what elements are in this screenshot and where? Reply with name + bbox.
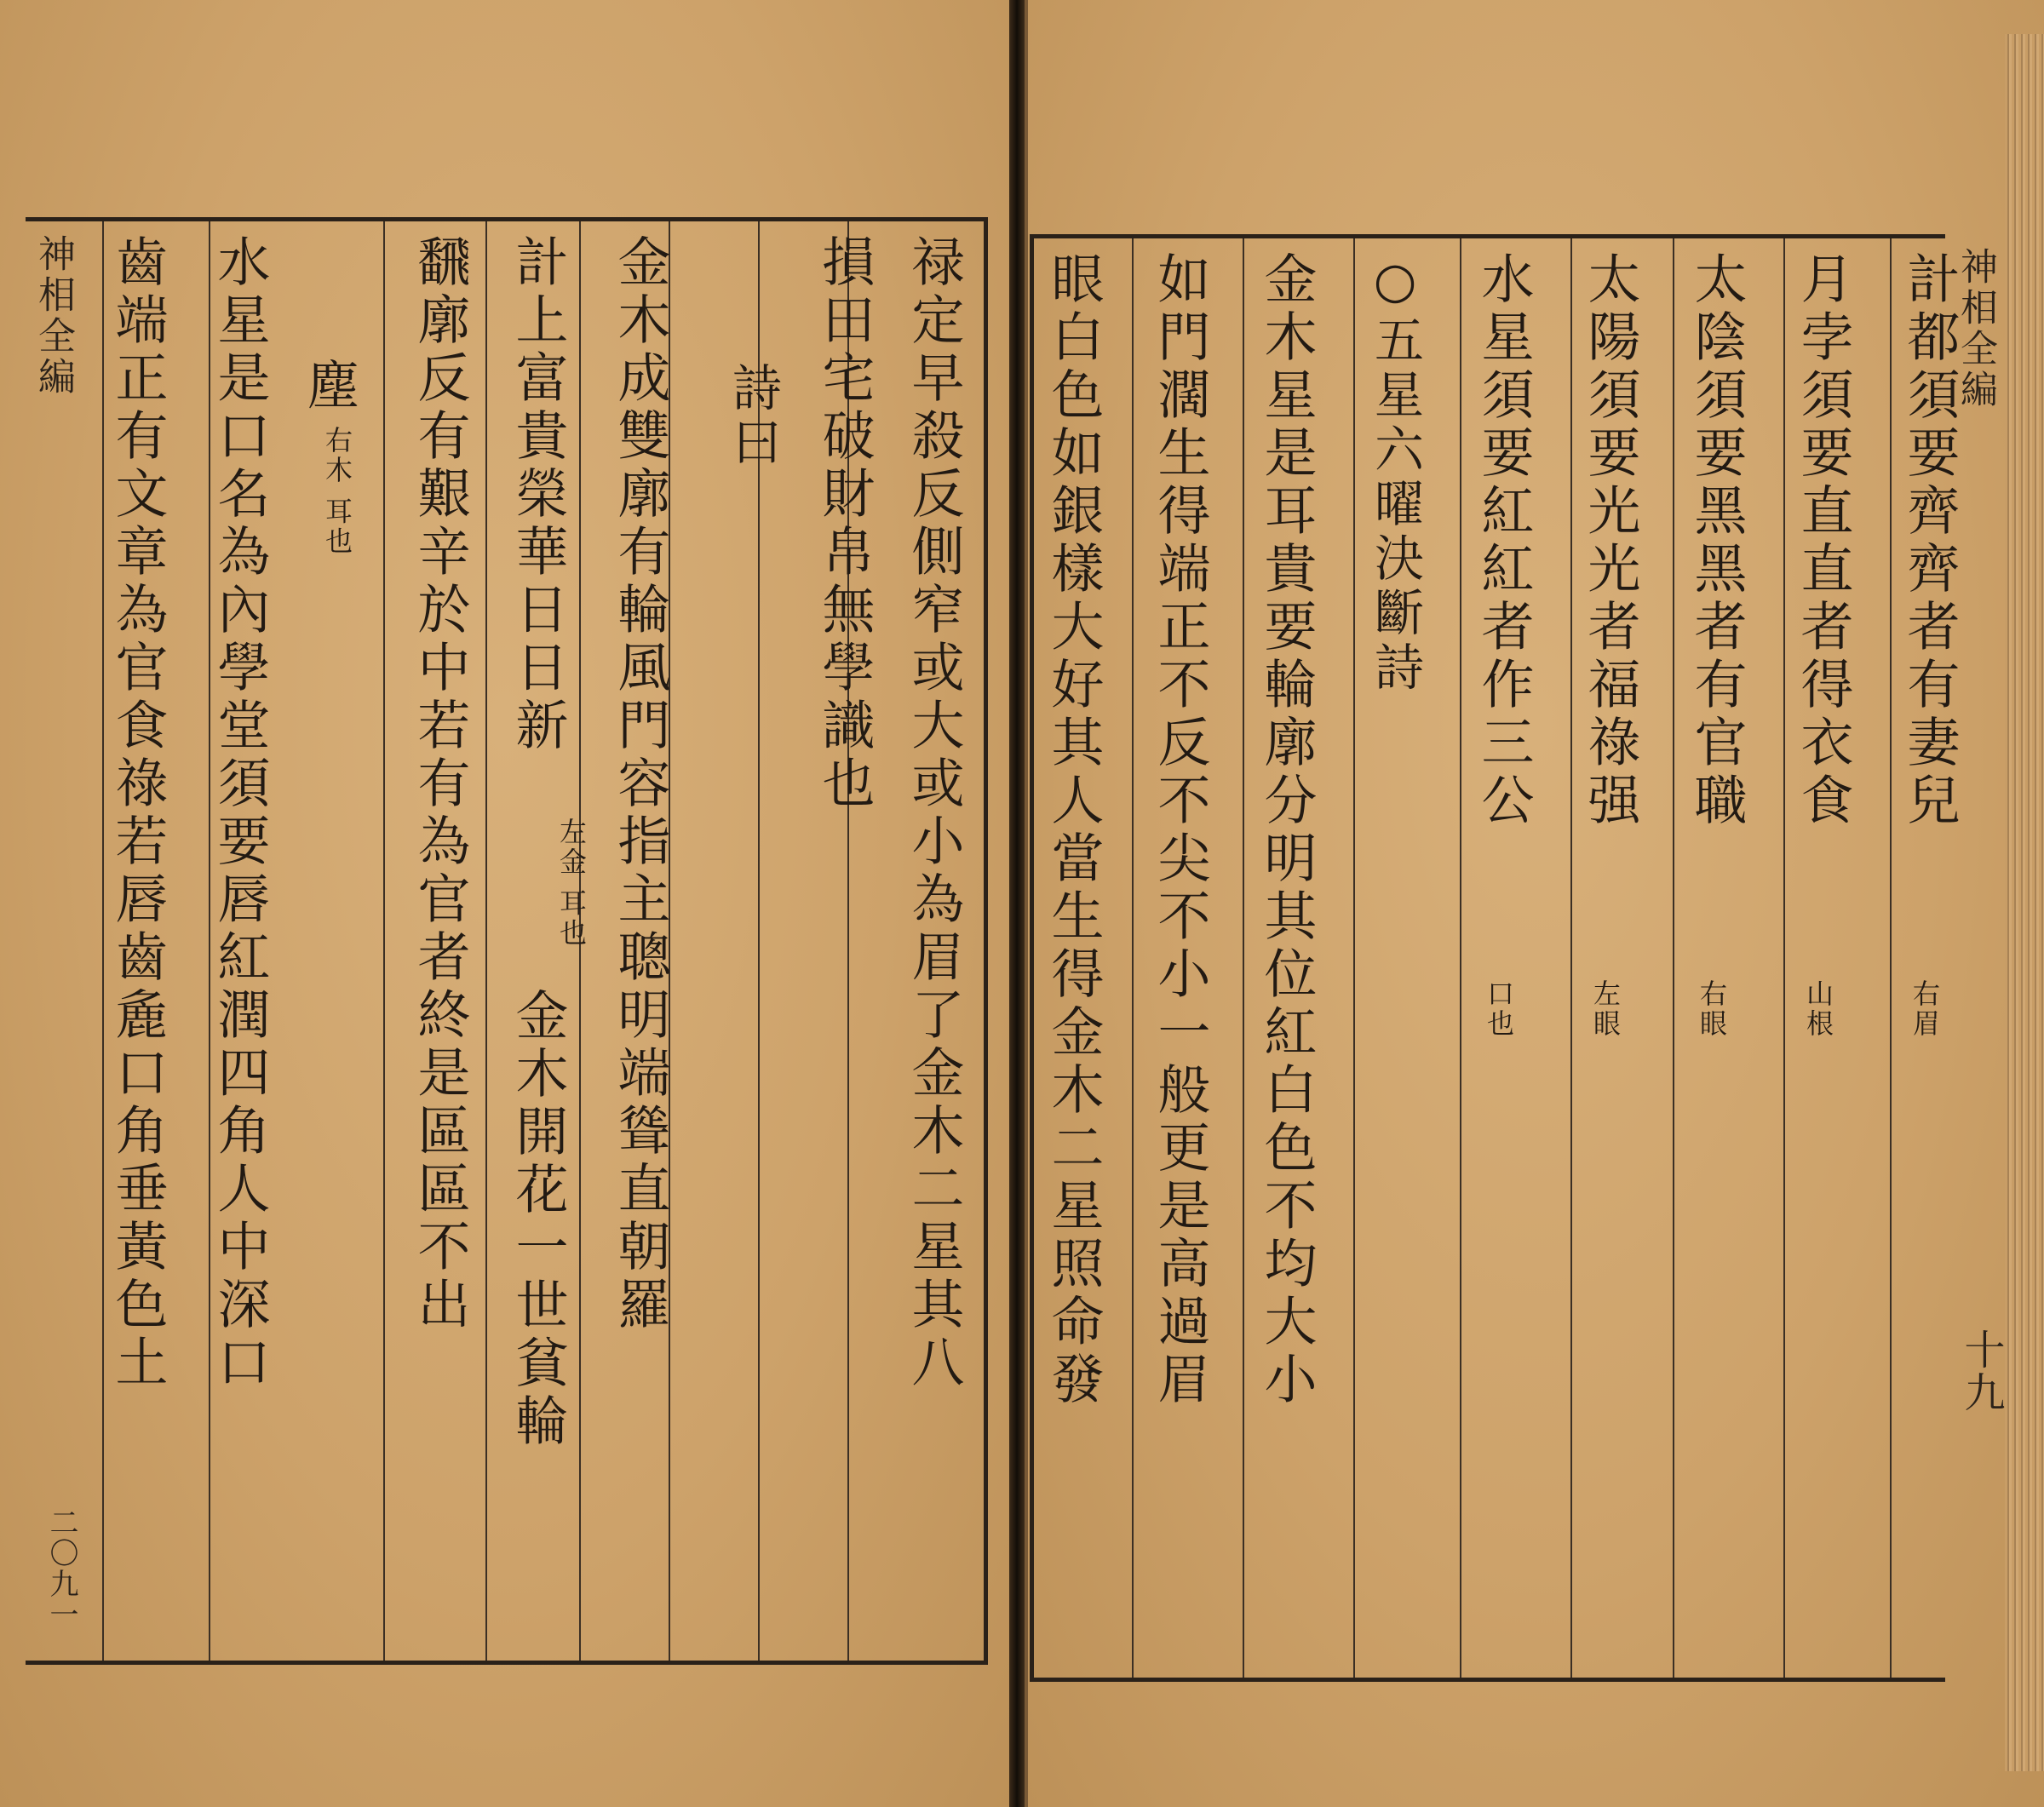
text-column: 太陰須要黑黑者有官職 [1685, 251, 1748, 830]
column-rule [1460, 238, 1461, 1678]
text-column: 金木星是耳貴要輪廓分明其位紅白色不均大小 [1255, 251, 1318, 1409]
text-column: 金木成雙廓有輪風門容指主聰明端聳直朝羅 [609, 234, 671, 1334]
annotation-note: 右眼 [1696, 979, 1728, 1039]
text-column: 損田宅破財帛無學識也 [813, 234, 876, 813]
text-column: 金木開花一世貧輪 [507, 988, 569, 1451]
annotation-note: 左眼 [1589, 979, 1622, 1039]
column-rule [1570, 238, 1572, 1678]
text-column: 飜廓反有艱辛於中若有為官者終是區區不出 [409, 234, 471, 1334]
text-column: 水星是口名為內學堂須要唇紅潤四角人中深口 [209, 234, 271, 1392]
poem-heading: 詩曰 [724, 362, 782, 471]
column-rule [1673, 238, 1674, 1678]
text-column: 計都須要齊齊者有妻兒 [1898, 251, 1961, 830]
text-column: 水星須要紅紅者作三公 [1473, 251, 1535, 830]
left-page [0, 0, 1014, 1807]
text-column: 太陽須要光光者福祿强 [1579, 251, 1641, 830]
column-rule [1132, 238, 1134, 1678]
text-column: 計上富貴榮華日日新 [507, 234, 569, 755]
right-page [1025, 0, 2044, 1807]
page-edges [2005, 34, 2044, 1771]
column-rule [383, 221, 385, 1661]
book-spine [1009, 0, 1025, 1807]
book-title-folio: 神相全編 [1954, 247, 1997, 410]
column-rule [1890, 238, 1892, 1678]
text-column: 塵 [298, 358, 360, 416]
left-page-frame [26, 217, 988, 1665]
annotation-note: 左金 耳也 [555, 817, 588, 949]
text-column: 如門濶生得端正不反不尖不小一般更是高過眉 [1149, 251, 1211, 1409]
text-column: 禄定早殺反側窄或大或小為眉了金木二星其八 [903, 234, 965, 1392]
annotation-note: 口也 [1483, 979, 1515, 1039]
text-column: 眼白色如銀樣大好其人當生得金木二星照命發 [1042, 251, 1105, 1409]
section-heading: ○五星六曜決斷詩 [1366, 251, 1424, 696]
page-number: 二〇九一 [44, 1507, 78, 1630]
book-title-folio: 神相全編 [32, 234, 75, 398]
text-column: 月孛須要直直者得衣食 [1792, 251, 1854, 830]
column-rule [1783, 238, 1785, 1678]
column-rule [485, 221, 487, 1661]
right-page-frame [1030, 234, 1961, 1682]
annotation-note: 右木 耳也 [321, 426, 353, 557]
text-column: 齒端正有文章為官食祿若唇齒麁口角垂黃色土 [106, 234, 169, 1392]
column-rule [1353, 238, 1355, 1678]
column-rule [1243, 238, 1244, 1678]
annotation-note: 山根 [1802, 979, 1834, 1039]
annotation-note: 右眉 [1909, 979, 1941, 1039]
column-rule [102, 221, 104, 1661]
page-number: 十九 [1957, 1328, 2005, 1414]
